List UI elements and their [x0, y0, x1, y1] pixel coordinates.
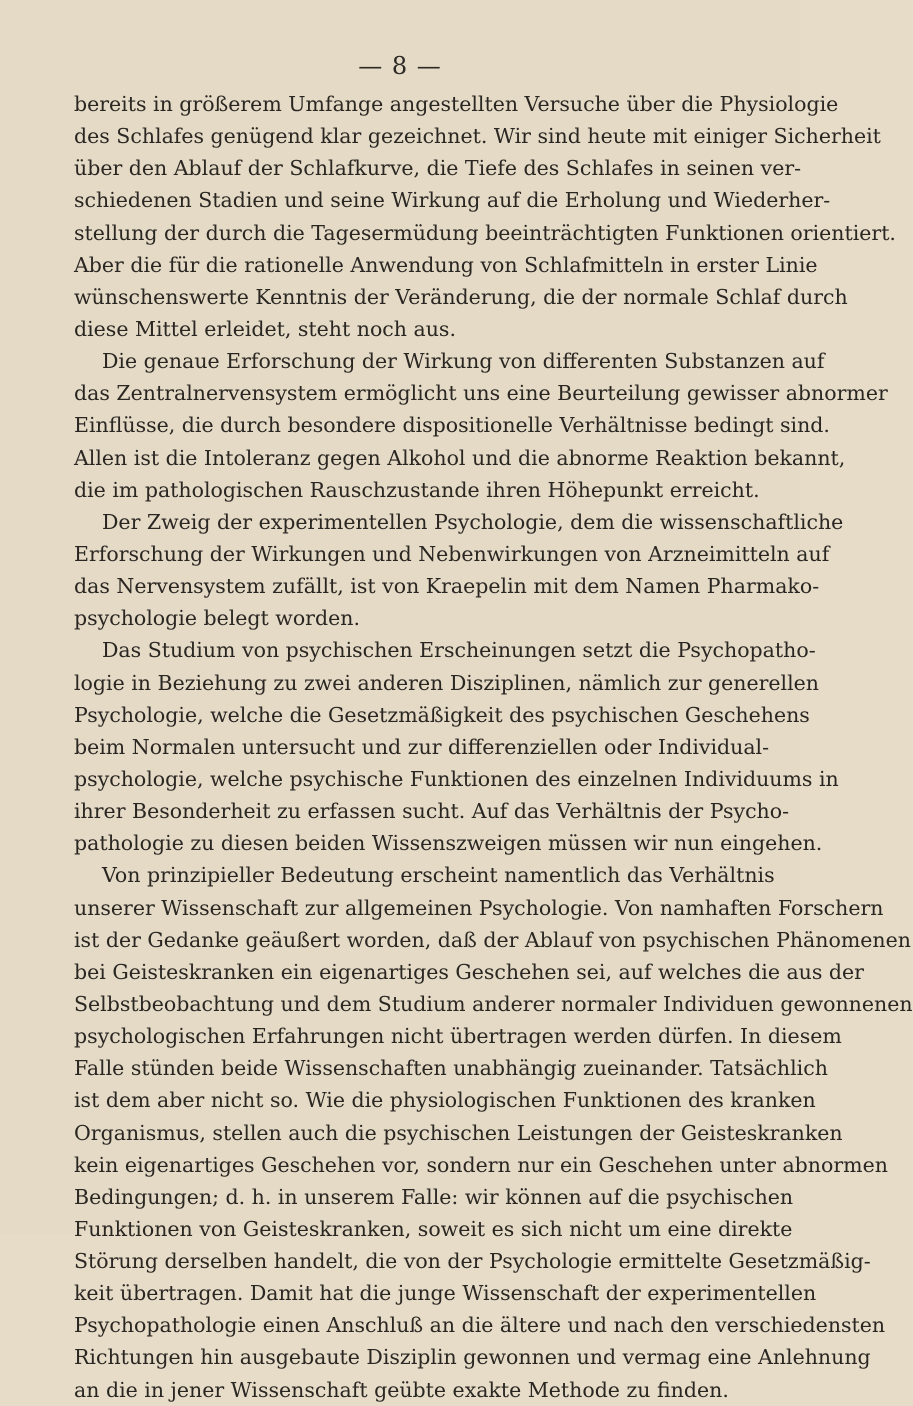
text-line: Falle stünden beide Wissenschaften unabhängig zueinander. Tatsächlich: [74, 1056, 828, 1081]
text-line: stellung der durch die Tagesermüdung beeinträchtigten Funktionen orientiert.: [74, 220, 896, 245]
text-line: keit übertragen. Damit hat die junge Wissenschaft der experimentellen: [74, 1281, 817, 1306]
text-line: psychologischen Erfahrungen nicht übertragen werden dürfen. In diesem: [74, 1024, 842, 1049]
paragraph: [74, 506, 844, 635]
paragraph: [74, 88, 896, 345]
text-line: Erforschung der Wirkungen und Nebenwirkungen von Arzneimitteln auf: [74, 541, 830, 566]
paragraph: [74, 859, 913, 1405]
text-line: Richtungen hin ausgebaute Disziplin gewonnen und vermag eine Anlehnung: [74, 1345, 871, 1370]
text-line: Das Studium von psychischen Erscheinungen setzt die Psychopatho-: [102, 638, 816, 663]
text-line: Psychologie, welche die Gesetzmäßigkeit des psychischen Geschehens: [74, 702, 810, 727]
text-line: Aber die für die rationelle Anwendung von Schlafmitteln in erster Linie: [74, 252, 818, 277]
text-line: das Zentralnervensystem ermöglicht uns eine Beurteilung gewisser abnormer: [74, 381, 888, 406]
paragraph: [74, 345, 888, 506]
text-line: Von prinzipieller Bedeutung erscheint namentlich das Verhältnis: [102, 863, 775, 888]
text-line: Organismus, stellen auch die psychischen Leistungen der Geisteskranken: [74, 1120, 843, 1145]
text-line: pathologie zu diesen beiden Wissenszweigen müssen wir nun eingehen.: [74, 831, 823, 856]
text-line: psychologie, welche psychische Funktionen des einzelnen Individuums in: [74, 766, 839, 791]
text-line: ist der Gedanke geäußert worden, daß der Ablauf von psychischen Phänomenen: [74, 927, 911, 952]
text-line: ihrer Besonderheit zu erfassen sucht. Auf das Verhältnis der Psycho-: [74, 799, 790, 824]
text-line: bei Geisteskranken ein eigenartiges Geschehen sei, auf welches die aus der: [74, 959, 864, 984]
text-line: beim Normalen untersucht und zur differenziellen oder Individual-: [74, 734, 770, 759]
text-line: Bedingungen; d. h. in unserem Falle: wir können auf die psychischen: [74, 1184, 794, 1209]
text-line: die im pathologischen Rauschzustande ihren Höhepunkt erreicht.: [74, 477, 760, 502]
page-number: — 8 —: [358, 52, 442, 80]
text-line: das Nervensystem zufällt, ist von Kraepelin mit dem Namen Pharmako-: [74, 574, 820, 599]
text-line: ist dem aber nicht so. Wie die physiologischen Funktionen des kranken: [74, 1088, 816, 1113]
text-line: bereits in größerem Umfange angestellten Versuche über die Physiologie: [74, 92, 839, 116]
text-line: unserer Wissenschaft zur allgemeinen Psychologie. Von namhaften Forschern: [74, 895, 884, 920]
body-text: [74, 88, 913, 1406]
text-line: Selbstbeobachtung und dem Studium anderer normaler Individuen gewonnenen: [74, 991, 913, 1016]
text-line: Einflüsse, die durch besondere dispositionelle Verhältnisse bedingt sind.: [74, 413, 830, 438]
text-line: wünschenswerte Kenntnis der Veränderung, die der normale Schlaf durch: [74, 284, 848, 309]
text-line: Psychopathologie einen Anschluß an die ältere und nach den verschiedensten: [74, 1313, 886, 1338]
text-line: Allen ist die Intoleranz gegen Alkohol und die abnorme Reaktion bekannt,: [74, 445, 846, 470]
text-line: schiedenen Stadien und seine Wirkung auf die Erholung und Wiederher-: [74, 188, 831, 213]
text-line: Funktionen von Geisteskranken, soweit es sich nicht um eine direkte: [74, 1216, 793, 1241]
text-line: Die genaue Erforschung der Wirkung von differenten Substanzen auf: [102, 349, 825, 374]
text-line: des Schlafes genügend klar gezeichnet. Wir sind heute mit einiger Sicherheit: [74, 124, 881, 149]
text-line: kein eigenartiges Geschehen vor, sondern nur ein Geschehen unter abnormen: [74, 1152, 888, 1177]
text-line: diese Mittel erleidet, steht noch aus.: [74, 316, 456, 341]
text-line: psychologie belegt worden.: [74, 606, 360, 631]
paragraph: [74, 634, 839, 859]
text-line: an die in jener Wissenschaft geübte exakte Methode zu finden.: [74, 1377, 729, 1402]
text-line: Der Zweig der experimentellen Psychologie, dem die wissenschaftliche: [102, 509, 844, 534]
text-line: über den Ablauf der Schlafkurve, die Tiefe des Schlafes in seinen ver-: [74, 156, 802, 181]
text-line: Störung derselben handelt, die von der Psychologie ermittelte Gesetzmäßig-: [74, 1249, 871, 1274]
text-line: logie in Beziehung zu zwei anderen Disziplinen, nämlich zur generellen: [74, 670, 819, 695]
